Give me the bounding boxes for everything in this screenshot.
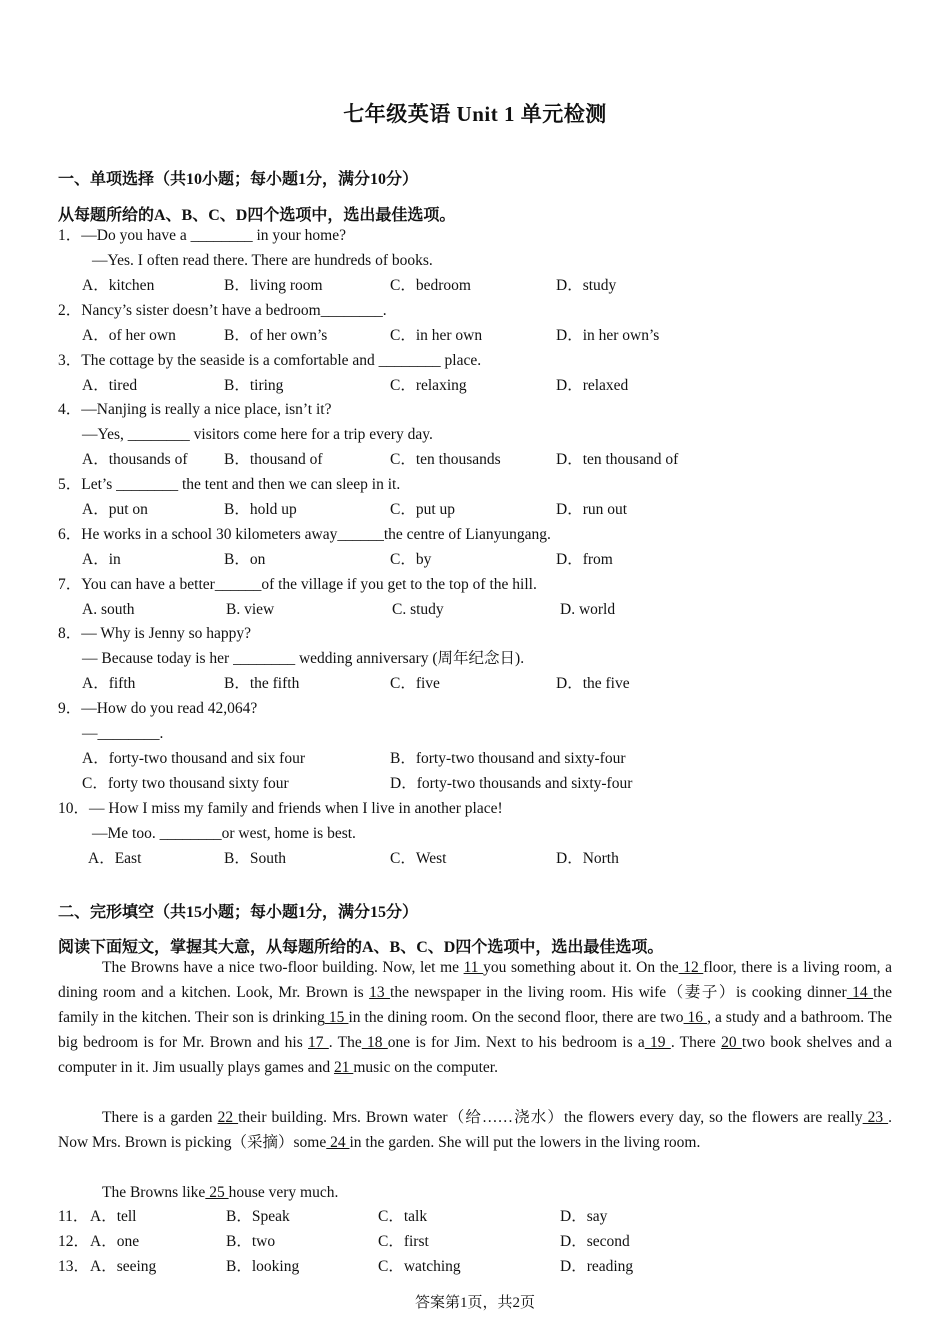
question-6-option-c: C．by <box>390 551 432 568</box>
section-1-instruction: 从每题所给的A、B、C、D四个选项中，选出最佳选项。 <box>58 207 456 224</box>
question-2-option-b: B．of her own’s <box>224 327 328 344</box>
p2-text: . Now Mrs. Brown is picking（采摘）some <box>58 1109 893 1151</box>
question-5-option-b: B．hold up <box>224 501 297 518</box>
p1-text: music on the computer. <box>353 1059 498 1076</box>
question-3-stem: 3．The cottage by the seaside is a comfortable and ________ place. <box>58 352 482 369</box>
cloze-13-number: 13． <box>58 1258 90 1275</box>
p3-text: The Browns like <box>102 1184 206 1201</box>
question-4-option-d: D．ten thousand of <box>556 451 679 468</box>
p3-text: house very much. <box>228 1184 339 1201</box>
blank-11: 11 <box>463 959 484 976</box>
question-9-option-d: D．forty-two thousands and sixty-four <box>390 775 633 792</box>
question-2-option-d: D．in her own’s <box>556 327 660 344</box>
question-9-stem: 9．—How do you read 42,064? <box>58 700 258 717</box>
question-10-option-c: C．West <box>390 850 447 867</box>
question-9-option-b: B．forty-two thousand and sixty-four <box>390 750 626 767</box>
question-1-option-d: D．study <box>556 277 617 294</box>
question-3-option-b: B．tiring <box>224 377 284 394</box>
question-6-stem: 6．He works in a school 30 kilometers away______the centre of Lianyungang. <box>58 526 551 543</box>
p1-text: . The <box>328 1034 362 1051</box>
blank-22: 22 <box>217 1109 239 1126</box>
question-5-option-c: C．put up <box>390 501 456 518</box>
p2-text: their building. Mrs. Brown water（给……浇水）the flowers every day, so the flowers are really <box>238 1109 863 1126</box>
question-6-option-d: D．from <box>556 551 613 568</box>
question-3-option-a: A．tired <box>82 377 138 394</box>
question-1-option-a: A．kitchen <box>82 277 155 294</box>
cloze-13-option-a: A．seeing <box>90 1258 157 1275</box>
section-2-header: 二、完形填空（共15小题；每小题1分，满分15分） <box>58 904 419 921</box>
question-2-option-c: C．in her own <box>390 327 483 344</box>
blank-23: 23 <box>862 1109 889 1126</box>
cloze-12-option-d: D．second <box>560 1233 630 1250</box>
question-8-option-a: A．fifth <box>82 675 136 692</box>
blank-14: 14 <box>846 984 874 1001</box>
question-2-option-a: A．of her own <box>82 327 176 344</box>
question-4-option-b: B．thousand of <box>224 451 323 468</box>
p2-text: in the garden. She will put the lowers in the living room. <box>349 1134 701 1151</box>
cloze-12-option-c: C．first <box>378 1233 429 1250</box>
question-6-option-b: B．on <box>224 551 266 568</box>
cloze-13-option-b: B．looking <box>226 1258 300 1275</box>
passage-paragraph-2 <box>58 1105 892 1155</box>
p1-text: The Browns have a nice two-floor building. Now, let me <box>102 959 464 976</box>
p1-text: one is for Jim. Next to his bedroom is a <box>387 1034 645 1051</box>
question-9-option-c: C．forty two thousand sixty four <box>82 775 289 792</box>
question-5-stem: 5．Let’s ________ the tent and then we can sleep in it. <box>58 476 401 493</box>
cloze-13-option-d: D．reading <box>560 1258 634 1275</box>
p1-text: floor, there is a living room, a dining room and a kitchen. Look, Mr. Brown is <box>58 959 892 1001</box>
question-5-option-d: D．run out <box>556 501 628 518</box>
question-3-option-c: C．relaxing <box>390 377 467 394</box>
question-10-response: —Me too. ________or west, home is best. <box>92 825 356 842</box>
p1-text: the newspaper in the living room. His wife（妻子）is cooking dinner <box>390 984 847 1001</box>
question-7-option-d: D. world <box>560 601 616 618</box>
question-10-option-d: D．North <box>556 850 619 867</box>
question-4-response: —Yes, ________ visitors come here for a trip every day. <box>82 426 433 443</box>
cloze-12-number: 12． <box>58 1233 90 1250</box>
blank-15: 15 <box>324 1009 349 1026</box>
blank-18: 18 <box>361 1034 388 1051</box>
blank-13: 13 <box>369 984 391 1001</box>
passage-paragraph-1 <box>58 955 892 1080</box>
question-8-response: — Because today is her ________ wedding anniversary (周年纪念日). <box>82 650 525 667</box>
cloze-12-option-a: A．one <box>90 1233 140 1250</box>
question-7-option-b: B. view <box>226 601 275 618</box>
p1-text: in the dining room. On the second floor, there are two <box>348 1009 684 1026</box>
blank-17: 17 <box>308 1034 329 1051</box>
question-7-stem: 7．You can have a better______of the village if you get to the top of the hill. <box>58 576 537 593</box>
p2-text: There is a garden <box>102 1109 218 1126</box>
question-2-stem: 2．Nancy’s sister doesn’t have a bedroom________. <box>58 302 387 319</box>
p1-text: , a study and a bathroom. The big bedroom is for Mr. Brown and his <box>58 1009 892 1051</box>
question-4-option-a: A．thousands of <box>82 451 188 468</box>
page-title: 七年级英语 Unit 1 单元检测 <box>343 102 607 126</box>
question-10-stem: 10．— How I miss my family and friends when I live in another place! <box>58 800 503 817</box>
question-7-option-c: C. study <box>392 601 444 618</box>
cloze-12-option-b: B．two <box>226 1233 276 1250</box>
blank-19: 19 <box>644 1034 671 1051</box>
blank-21: 21 <box>333 1059 354 1076</box>
question-1-option-c: C．bedroom <box>390 277 471 294</box>
cloze-11-number: 11． <box>58 1208 89 1225</box>
question-1-option-b: B．living room <box>224 277 323 294</box>
blank-16: 16 <box>683 1009 708 1026</box>
question-1-stem: 1．—Do you have a ________ in your home? <box>58 227 346 244</box>
question-4-option-c: C．ten thousands <box>390 451 501 468</box>
cloze-11-option-a: A．tell <box>90 1208 137 1225</box>
p1-text: two book shelves and a computer in it. Jim usually plays games and <box>58 1034 893 1076</box>
question-6-option-a: A．in <box>82 551 121 568</box>
question-3-option-d: D．relaxed <box>556 377 629 394</box>
blank-25: 25 <box>205 1184 229 1201</box>
p1-text: the family in the kitchen. Their son is drinking <box>58 984 892 1026</box>
passage-paragraph-3 <box>58 1180 892 1205</box>
question-8-stem: 8．— Why is Jenny so happy? <box>58 625 252 642</box>
cloze-11-option-b: B．Speak <box>226 1208 290 1225</box>
question-9-option-a: A．forty-two thousand and six four <box>82 750 305 767</box>
question-4-stem: 4．—Nanjing is really a nice place, isn’t it? <box>58 401 332 418</box>
p1-text: you something about it. On the <box>483 959 679 976</box>
question-8-option-d: D．the five <box>556 675 630 692</box>
section-1-header: 一、单项选择（共10小题；每小题1分，满分10分） <box>58 171 419 188</box>
page-footer: 答案第1页，共2页 <box>414 1295 535 1311</box>
blank-20: 20 <box>721 1034 742 1051</box>
cloze-11-option-c: C．talk <box>378 1208 428 1225</box>
question-5-option-a: A．put on <box>82 501 148 518</box>
blank-24: 24 <box>326 1134 350 1151</box>
p1-text: . There <box>670 1034 722 1051</box>
question-1-response: —Yes. I often read there. There are hundreds of books. <box>92 252 433 269</box>
question-8-option-b: B．the fifth <box>224 675 300 692</box>
question-7-option-a: A. south <box>82 601 135 618</box>
section-2-instruction: 阅读下面短文，掌握其大意，从每题所给的A、B、C、D四个选项中，选出最佳选项。 <box>58 939 664 956</box>
question-8-option-c: C．five <box>390 675 440 692</box>
cloze-11-option-d: D．say <box>560 1208 608 1225</box>
blank-12: 12 <box>678 959 704 976</box>
cloze-13-option-c: C．watching <box>378 1258 461 1275</box>
question-9-response: —________. <box>82 725 164 742</box>
question-10-option-a: A．East <box>88 850 142 867</box>
question-10-option-b: B．South <box>224 850 287 867</box>
